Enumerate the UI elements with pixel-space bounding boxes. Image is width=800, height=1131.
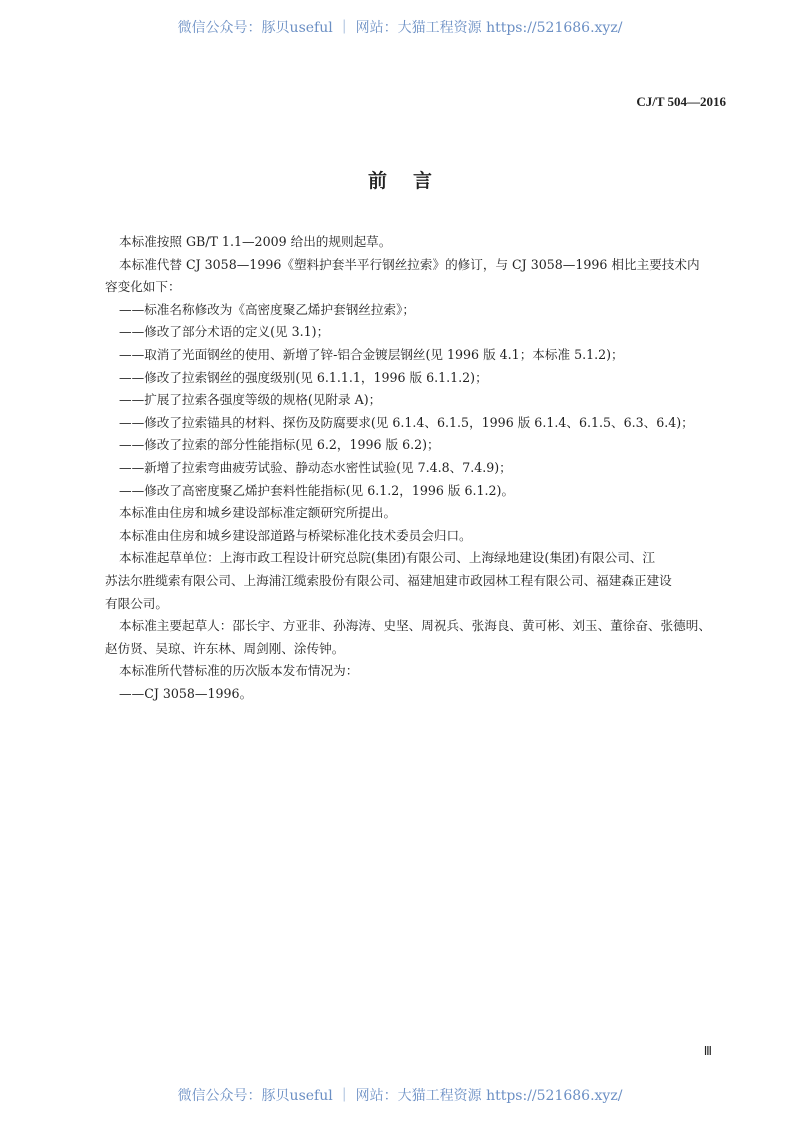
paragraph	[105, 254, 735, 299]
paragraph	[105, 660, 735, 683]
text-line: 本标准由住房和城乡建设部标准定额研究所提出。	[119, 505, 397, 521]
watermark-top: 微信公众号：豚贝useful ｜ 网站：大猫工程资源 https://521686.xyz/	[177, 20, 623, 36]
text-line: ——修改了拉索钢丝的强度级别(见 6.1.1.1，1996 版 6.1.1.2)；	[119, 369, 488, 385]
page-number: Ⅲ	[703, 1044, 712, 1058]
text-line: 容变化如下：	[105, 279, 181, 295]
text-line: 赵仿贤、吴琼、许东林、周剑刚、涂传钟。	[105, 640, 345, 656]
text-line: 本标准由住房和城乡建设部道路与桥梁标准化技术委员会归口。	[119, 527, 472, 543]
paragraph	[105, 615, 735, 660]
paragraph	[105, 457, 735, 480]
paragraph	[105, 525, 735, 548]
paragraph	[105, 434, 735, 457]
text-line: ——新增了拉索弯曲疲劳试验、静动态水密性试验(见 7.4.8、7.4.9)；	[119, 459, 512, 475]
paragraph	[105, 547, 735, 615]
paragraph	[105, 344, 735, 367]
paragraph	[105, 389, 735, 412]
text-line: ——标准名称修改为《高密度聚乙烯护套钢丝拉索》；	[119, 301, 415, 317]
document-body	[105, 231, 735, 705]
paragraph	[105, 502, 735, 525]
text-line: 本标准主要起草人：邵长宇、方亚非、孙海涛、史坚、周祝兵、张海良、黄可彬、刘玉、董徐奋、张德明、	[119, 618, 711, 634]
text-line: 本标准按照 GB/T 1.1—2009 给出的规则起草。	[119, 234, 392, 249]
paragraph	[105, 412, 735, 435]
text-line: ——修改了部分术语的定义(见 3.1)；	[119, 324, 330, 340]
text-line: 本标准代替 CJ 3058—1996《塑料护套半平行钢丝拉索》的修订，与 CJ 3058—1996 相比主要技术内	[119, 256, 700, 272]
text-line: ——扩展了拉索各强度等级的规格(见附录 A)；	[119, 392, 382, 408]
text-line: 本标准起草单位：上海市政工程设计研究总院(集团)有限公司、上海绿地建设(集团)有限公司、江	[119, 550, 655, 566]
text-line: ——CJ 3058—1996。	[119, 685, 253, 701]
paragraph	[105, 299, 735, 322]
text-line: ——修改了拉索的部分性能指标(见 6.2，1996 版 6.2)；	[119, 437, 440, 453]
watermark-bottom: 微信公众号：豚贝useful ｜ 网站：大猫工程资源 https://521686.xyz/	[177, 1088, 623, 1104]
standard-number: CJ/T 504—2016	[636, 94, 726, 109]
paragraph	[105, 480, 735, 503]
text-line: 本标准所代替标准的历次版本发布情况为：	[119, 663, 359, 679]
page-title: 前言	[367, 170, 458, 192]
text-line: ——修改了高密度聚乙烯护套料性能指标(见 6.1.2，1996 版 6.1.2)。	[119, 482, 515, 498]
text-line: ——取消了光面钢丝的使用、新增了锌-铝合金镀层钢丝(见 1996 版 4.1；本标准 5.1.2)；	[119, 346, 624, 362]
paragraph	[105, 683, 735, 706]
text-line: 有限公司。	[105, 595, 168, 611]
text-line: 苏法尔胜缆索有限公司、上海浦江缆索股份有限公司、福建旭建市政园林工程有限公司、福建森正建设	[105, 572, 672, 588]
paragraph	[105, 367, 735, 390]
paragraph	[105, 321, 735, 344]
paragraph	[105, 231, 735, 254]
text-line: ——修改了拉索锚具的材料、探伤及防腐要求(见 6.1.4、6.1.5，1996 版 6.1.4、6.1.5、6.3、6.4)；	[119, 414, 694, 430]
